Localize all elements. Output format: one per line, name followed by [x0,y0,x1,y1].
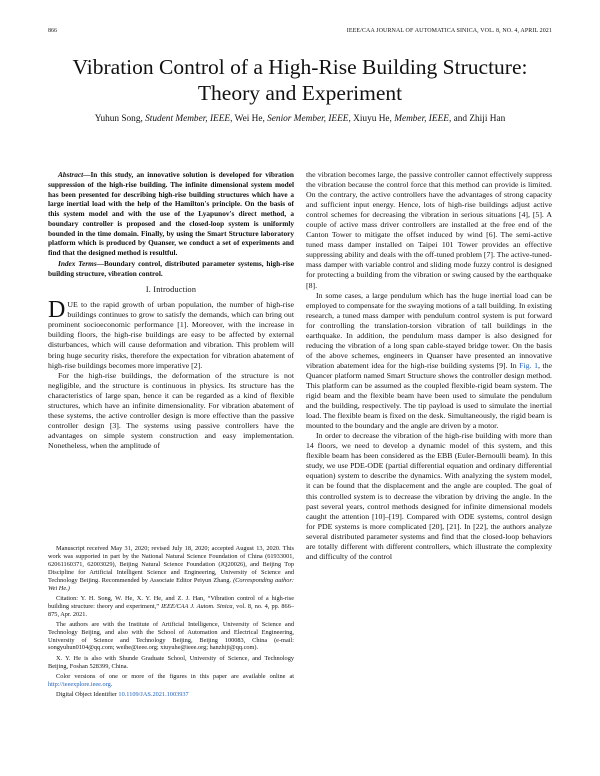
index-terms-lead: Index Terms [58,258,97,268]
footnote-citation-a: Citation: Y. H. Song, W. He, X. Y. He, and Z. J. Han, “Vibration control of a high-rise building structure: theory and experiment,” [48,594,294,610]
author-affil: Member, IEEE [394,114,449,124]
footnote-affiliation-2: X. Y. He is also with Shunde Graduate School, University of Science, and Technology Beijing, Foshan 528399, China. [48,654,294,670]
footnote-color-a: Color versions of one or more of the figures in this paper are available online at [56,672,294,680]
body-paragraph-2-text-a: In some cases, a large pendulum which has the huge inertial load can be employed to compensate for the swaying motions of a tall building. In existing research, a tuned mass damper with pendulum control system is put forward for controlling the translation-torsion vibration of tall buildings in the earthquake. In addition, the pendulum mass damper is also designed for reducing the vibration of a long span cable-stayed bridge tower. On the basis of the above schemes, engineers in Quanser have presented an innovative vibration abatement idea for the high-rise building systems [9]. In [306,290,552,370]
footnote-received [48,545,294,592]
footnote-corresponding: (Corresponding author: Wei He.) [48,576,294,592]
intro-paragraph-1-text: UE to the rapid growth of urban population, the number of high-rise buildings continues to grow to satisfy the demands, which can bring out prominent socioeconomic performance [1]. Moreover, with the increase in building floors, the high-rise buildings are easy to be affected by external disturbances, which will cause deformation and vibration. This problem will bring huge security risks, therefore the expectation for vibration abatement of high-rise buildings becomes more imperative [2]. [48,300,294,370]
journal-header: IEEE/CAA JOURNAL OF AUTOMATICA SINICA, VOL. 8, NO. 4, APRIL 2021 [346,28,552,34]
author-name: Xiuyu He [353,114,390,124]
footnote-received-text: Manuscript received May 31, 2020; revised July 18, 2020; accepted August 13, 2020. This work was supported in part by the National Natural Science Foundation of China (61933001, 62061160371, 62003029), Beijing Natural Science Foundation (JQ20026), and Beijing Top Discipline for Artificial Intelligent Science and Engineering, University of Science and Technology Beijing. Recommended by Associate Editor Peiyun Zhang. [48,545,294,584]
author-affil: Senior Member, IEEE [267,114,349,124]
body-paragraph-2-text-b: , the Quancer platform named Smart Structure shows the controller design method. This platform can be assumed as the coupled flexible-rigid beam system. The rigid beam and the flexible beam have been used to simulate the pendulum and the building, respectively. The tip payload is used to simulate the inertial load. The flexible beam is fixed on the desk. Simultaneously, the rigid beam is mounted to the boundary and the angle are driven by a motor. [306,360,552,431]
abstract-text: —In this study, an innovative solution is developed for vibration suppression of the high-rise building. The infinite dimensional system model has been presented for describing high-rise building structures which have a large inertial load with the help of the Hamilton's principle. On the basis of this system model and with the use of the Lyapunov's direct method, a boundary controller is proposed and the closed-loop system is uniformly bounded in the time domain. Finally, by using the Smart Structure laboratory platform which is produced by Quanser, we conduct a set of experiments and find that the designed method is resultful. [48,170,294,257]
doi-link[interactable]: 10.1109/JAS.2021.1003937 [118,690,189,698]
footnote-doi [48,691,294,699]
intro-paragraph-2: For the high-rise buildings, the deformation of the structure is not negligible, and the structure is continuous in physics. Its structure has the characteristics of large span, hence it can be regarded as a kind of flexible structures, which have an infinite dimensionality. For vibration abatement of these systems, the active controller design is more effective than the passive controller design [3]. The systems using passive controllers have the advantages on simple system construction and easy implementation. Nonetheless, when the amplitude of [48,370,294,450]
author-name: Wei He [234,114,263,124]
author-line: Yuhun Song, Student Member, IEEE, Wei He, Senior Member, IEEE, Xiuyu He, Member, IEEE, and Zhiji Han [94,114,506,124]
abstract [48,170,294,258]
footnote-affiliation-1: The authors are with the Institute of Artificial Intelligence, University of Science and Technology Beijing, and also with the School of Automation and Electrical Engineering, University of Science and Technology Beijing, Beijing 100083, China (e-mail: songyuhun0104@qq.com; weihe@ieee.org; xiuyuhe@ieee.org; hanzhiji@qq.com). [48,620,294,652]
author-name: Zhiji Han [469,114,506,124]
abstract-lead: Abstract [58,170,84,179]
body-paragraph-1: the vibration becomes large, the passive controller cannot effectively suppress the vibration because the control force that this method can provide is limited. On the contrary, the active controllers have the advantages of strong capacity and sufficient input energy. Hence, lots of high-rise buildings adjust active control schemes for decreasing the vibration in serious situations [4], [5]. A couple of active mass driver controllers are installed at the free end of the Canton Tower to mitigate the offset induced by wind [6]. The semi-active tuned mass damper installed on Taipei 101 Tower provides an effective suppressing ability and deals with the off-tuned problem [7]. The active-tuned-mass damper with variable control and sliding mode fuzzy control is designed for protecting a building from the vibration or swing caused by the earthquake [8]. [306,170,552,290]
author-affil: Student Member, IEEE [145,114,231,124]
footnote-doi-a: Digital Object Identifier [56,690,119,698]
figure-1-link[interactable]: Fig. 1 [519,360,538,370]
page-number: 866 [48,28,57,34]
footnote-citation-journal: IEEE/CAA J. Autom. Sinica [161,602,233,610]
footnote-color [48,673,294,689]
index-terms [48,259,294,279]
body-paragraph-3: In order to decrease the vibration of the high-rise building with more than 14 floors, we need to develop a dynamic model of this system, and this flexible beam has been considered as the EBB (Euler-Bernoulli beam). In this study, we use PDE-ODE (partial differential equation and ordinary differential equation) system to describe the dynamics. With analyzing the system model, it can be found that the displacement and the angle are coupled. The goal of this controlled system is to decrease the vibration by driving the angle. In the past several years, control methods designed for infinite dimensional models caught the attention [10]–[19]. Compared with ODE systems, control design for PDE systems is more complicated [20], [21]. In [22], the authors analyze several distributed parameter systems and find that the closed-loop behaviors are totally different with different controllers, which illustrate the complexity and difficulty of the control [306,431,552,561]
index-terms-text: —Boundary control, distributed parameter systems, high-rise building structure, vibration control. [48,258,294,278]
author-name: Yuhun Song [94,114,141,124]
footnote-color-b: . [110,680,113,688]
footnote-citation-b: , vol. 8, no. 4, pp. 866–875, Apr. 2021. [48,602,295,618]
section-heading: I. Introduction [145,285,197,295]
footnote-citation [48,595,294,619]
intro-paragraph-1 [48,297,294,370]
body-paragraph-2 [306,291,552,432]
right-column [306,170,552,562]
paper-title: Vibration Control of a High-Rise Building Structure: Theory and Experiment [72,55,528,105]
left-column [48,170,294,451]
footnotes [48,545,294,701]
drop-cap: D [48,297,66,324]
ieeexplore-link[interactable]: http://ieeexplore.ieee.org [48,680,111,688]
running-header [48,28,552,38]
